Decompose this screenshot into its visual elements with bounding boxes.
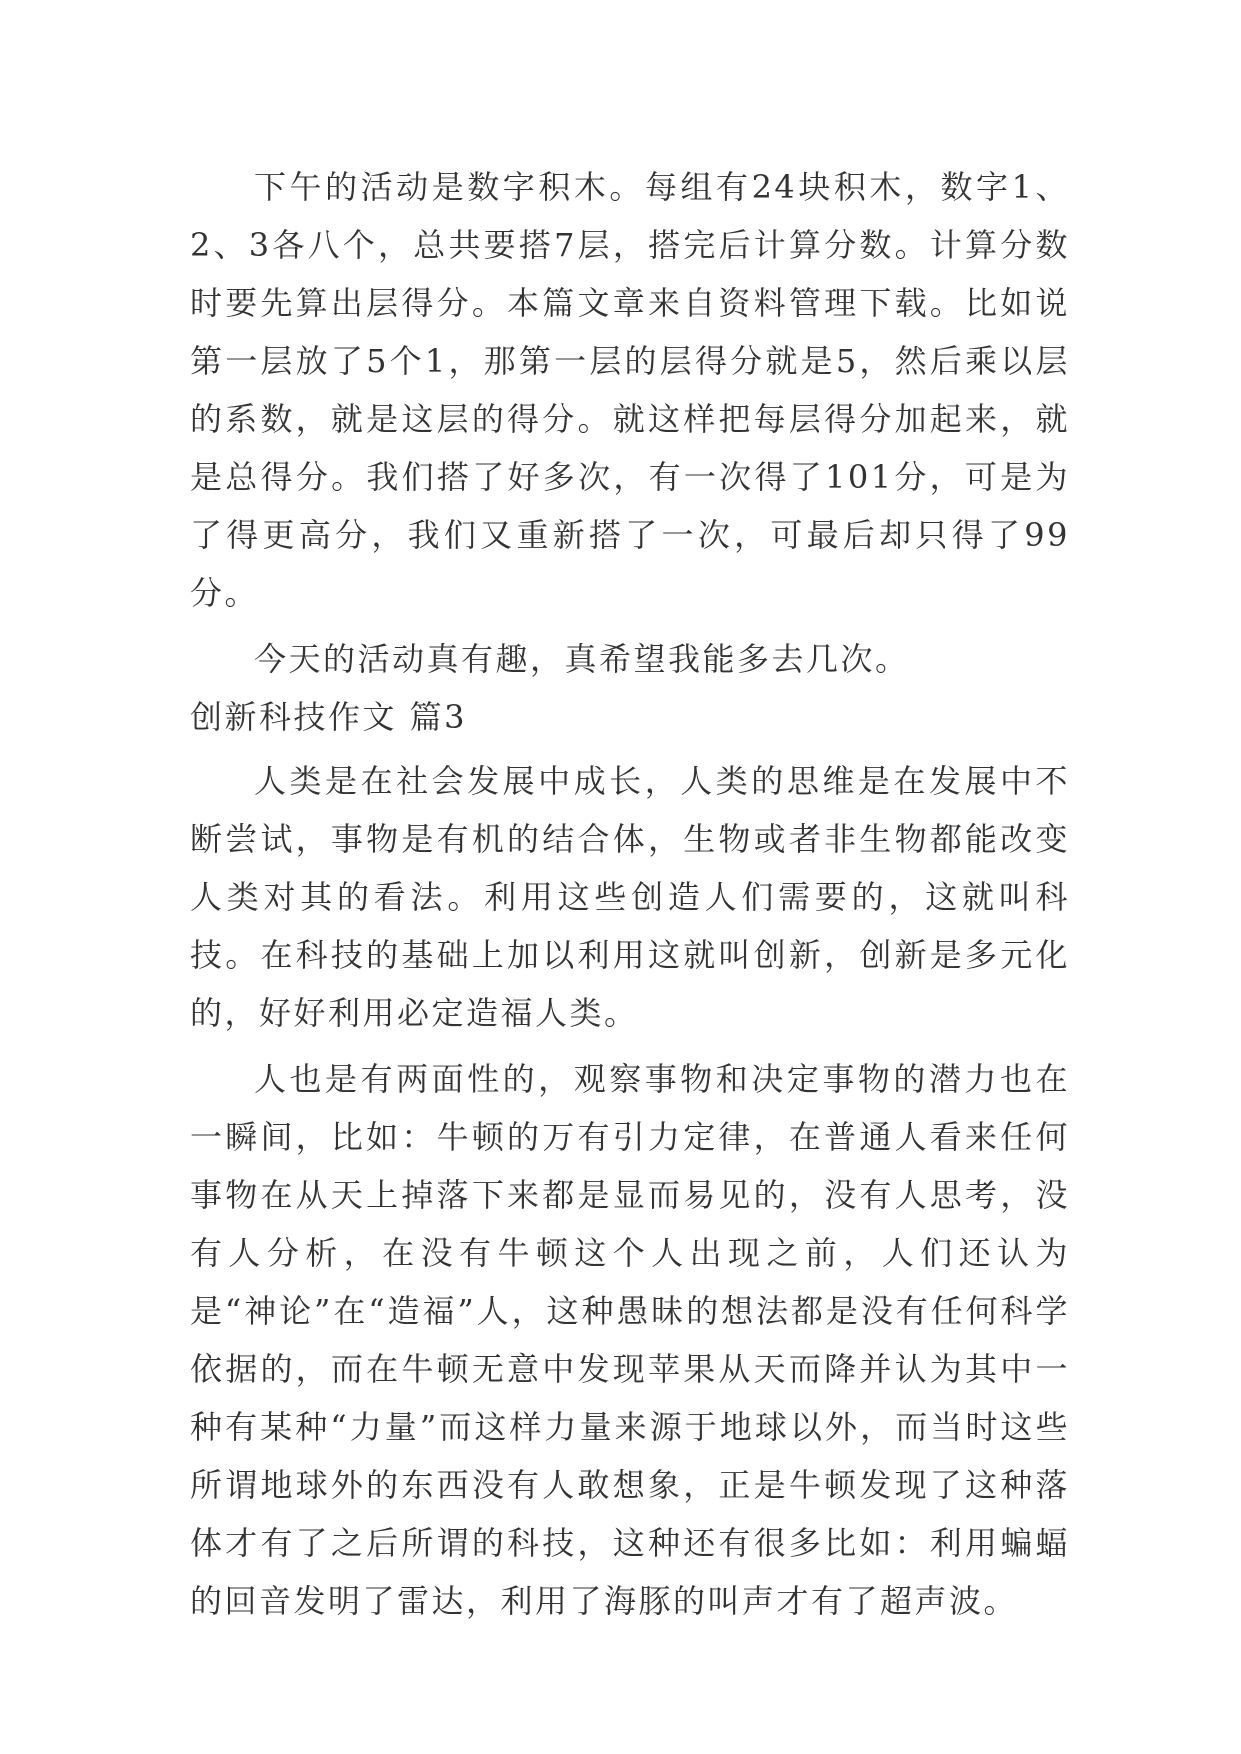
section-heading: 创新科技作文 篇3 (190, 698, 468, 736)
paragraph-technology-definition: 人类是在社会发展中成长，人类的思维是在发展中不断尝试，事物是有机的结合体，生物或者非生物都能改变人类对其的看法。利用这些创造人们需要的，这就叫科技。在科技的基础上加以利用这就叫创新，创新是多元化的，好好利用必定造福人类。 (190, 762, 1070, 1032)
paragraph-newton-example: 人也是有两面性的，观察事物和决定事物的潜力也在一瞬间，比如：牛顿的万有引力定律，在普通人看来任何事物在从天上掉落下来都是显而易见的，没有人思考，没有人分析，在没有牛顿这个人出现之前，人们还认为是“神论”在“造福”人，这种愚昧的想法都是没有任何科学依据的，而在牛顿无意中发现苹果从天而降并认为其中一种有某种“力量”而这样力量来源于地球以外，而当时这些所谓地球外的东西没有人敢想象，正是牛顿发现了这种落体才有了之后所谓的科技，这种还有很多比如：利用蝙蝠的回音发明了雷达，利用了海豚的叫声才有了超声波。 (190, 1060, 1070, 1620)
paragraph-fun-activity: 今天的活动真有趣，真希望我能多去几次。 (254, 640, 910, 678)
paragraph-number-blocks: 下午的活动是数字积木。每组有24块积木，数字1、2、3各八个，总共要搭7层，搭完后计算分数。计算分数时要先算出层得分。本篇文章来自资料管理下载。比如说第一层放了5个1，那第一层的层得分就是5，然后乘以层的系数，就是这层的得分。就这样把每层得分加起来，就是总得分。我们搭了好多次，有一次得了101分，可是为了得更高分，我们又重新搭了一次，可最后却只得了99分。 (190, 168, 1070, 612)
document-body (190, 158, 1070, 1630)
